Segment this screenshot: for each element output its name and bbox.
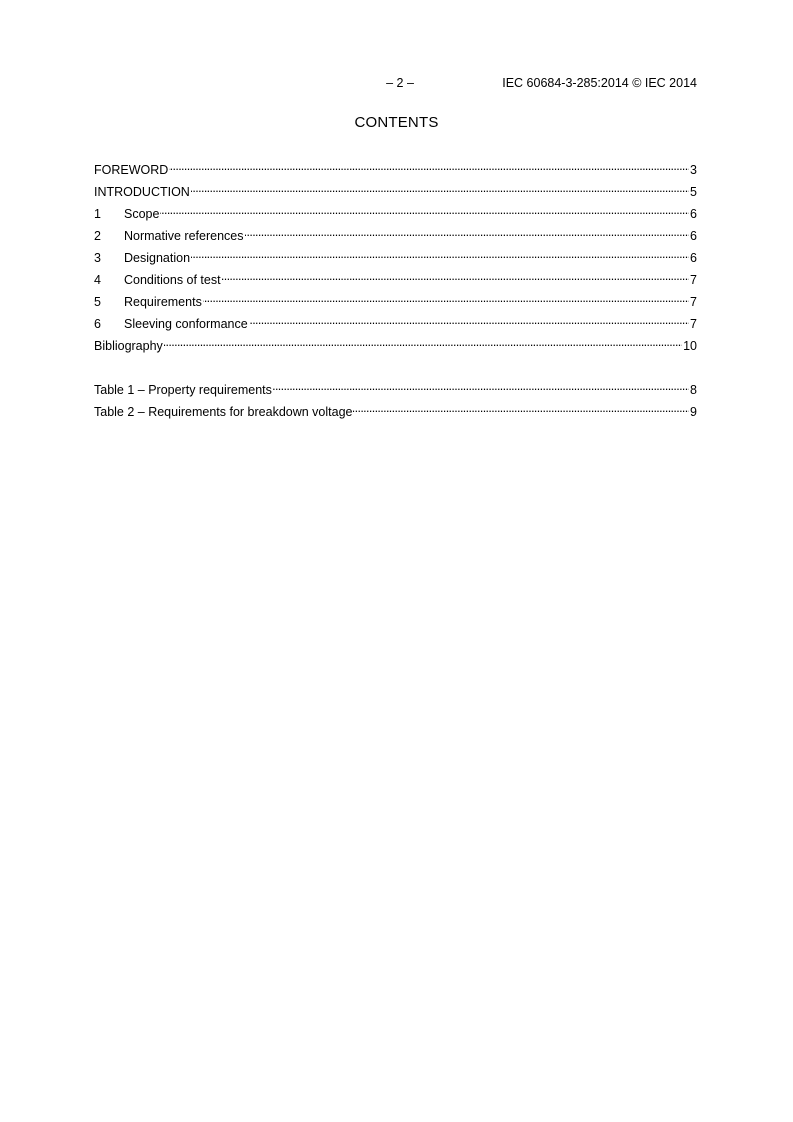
toc-entry-sleeving-conformance[interactable] [94,312,697,334]
toc-entry-number: 2 [94,229,101,243]
toc-entry-page: 10 [683,339,697,353]
toc-entry-page: 5 [690,185,697,199]
toc-entry-title: Requirements [124,295,202,309]
toc-entry-number: 3 [94,251,101,265]
toc-entry-conditions-of-test[interactable] [94,268,697,290]
toc-entry-requirements[interactable] [94,290,697,312]
toc-entry-page: 7 [690,295,697,309]
toc-leader-dots [273,378,689,394]
toc-entry-title: INTRODUCTION [94,185,190,199]
toc-leader-dots [160,202,689,218]
toc-entry-title: Sleeving conformance [124,317,248,331]
toc-entry-page: 6 [690,207,697,221]
toc-entry-title: Table 2 – Requirements for breakdown voltage [94,405,353,419]
toc-entry-page: 6 [690,229,697,243]
contents-title: CONTENTS [354,114,439,131]
toc-leader-dots [222,268,689,284]
toc-entry-page: 8 [690,383,697,397]
list-of-tables [94,378,697,422]
toc-entry-page: 7 [690,273,697,287]
toc-leader-dots [164,334,682,350]
toc-entry-page: 3 [690,163,697,177]
toc-entry-number: 4 [94,273,101,287]
page-header [0,76,793,92]
toc-entry-table-2[interactable] [94,400,697,422]
toc-entry-table-1[interactable] [94,378,697,400]
toc-leader-dots [245,224,690,240]
toc-entry-title: Designation [124,251,191,265]
document-id: IEC 60684-3-285:2014 © IEC 2014 [502,76,697,90]
toc-entry-page: 9 [690,405,697,419]
toc-entry-page: 7 [690,317,697,331]
toc-leader-dots [169,158,689,174]
toc-leader-dots [191,246,689,262]
toc-entry-number: 6 [94,317,101,331]
toc-entry-title: Bibliography [94,339,163,353]
toc-entry-number: 5 [94,295,101,309]
toc-entry-title: Normative references [124,229,244,243]
toc-entry-title: Conditions of test [124,273,221,287]
toc-entry-title: Table 1 – Property requirements [94,383,272,397]
toc-leader-dots [203,290,689,306]
toc-entry-scope[interactable] [94,202,697,224]
toc-entry-number: 1 [94,207,101,221]
toc-leader-dots [191,180,689,196]
toc-entry-bibliography[interactable] [94,334,697,356]
toc-entry-page: 6 [690,251,697,265]
table-of-contents [94,158,697,356]
toc-entry-foreword[interactable] [94,158,697,180]
toc-entry-designation[interactable] [94,246,697,268]
toc-entry-title: Scope [124,207,160,221]
toc-leader-dots [249,312,689,328]
toc-entry-normative-references[interactable] [94,224,697,246]
toc-entry-title: FOREWORD [94,163,169,177]
page-number: – 2 – [386,76,414,90]
toc-leader-dots [353,400,689,416]
toc-entry-introduction[interactable] [94,180,697,202]
